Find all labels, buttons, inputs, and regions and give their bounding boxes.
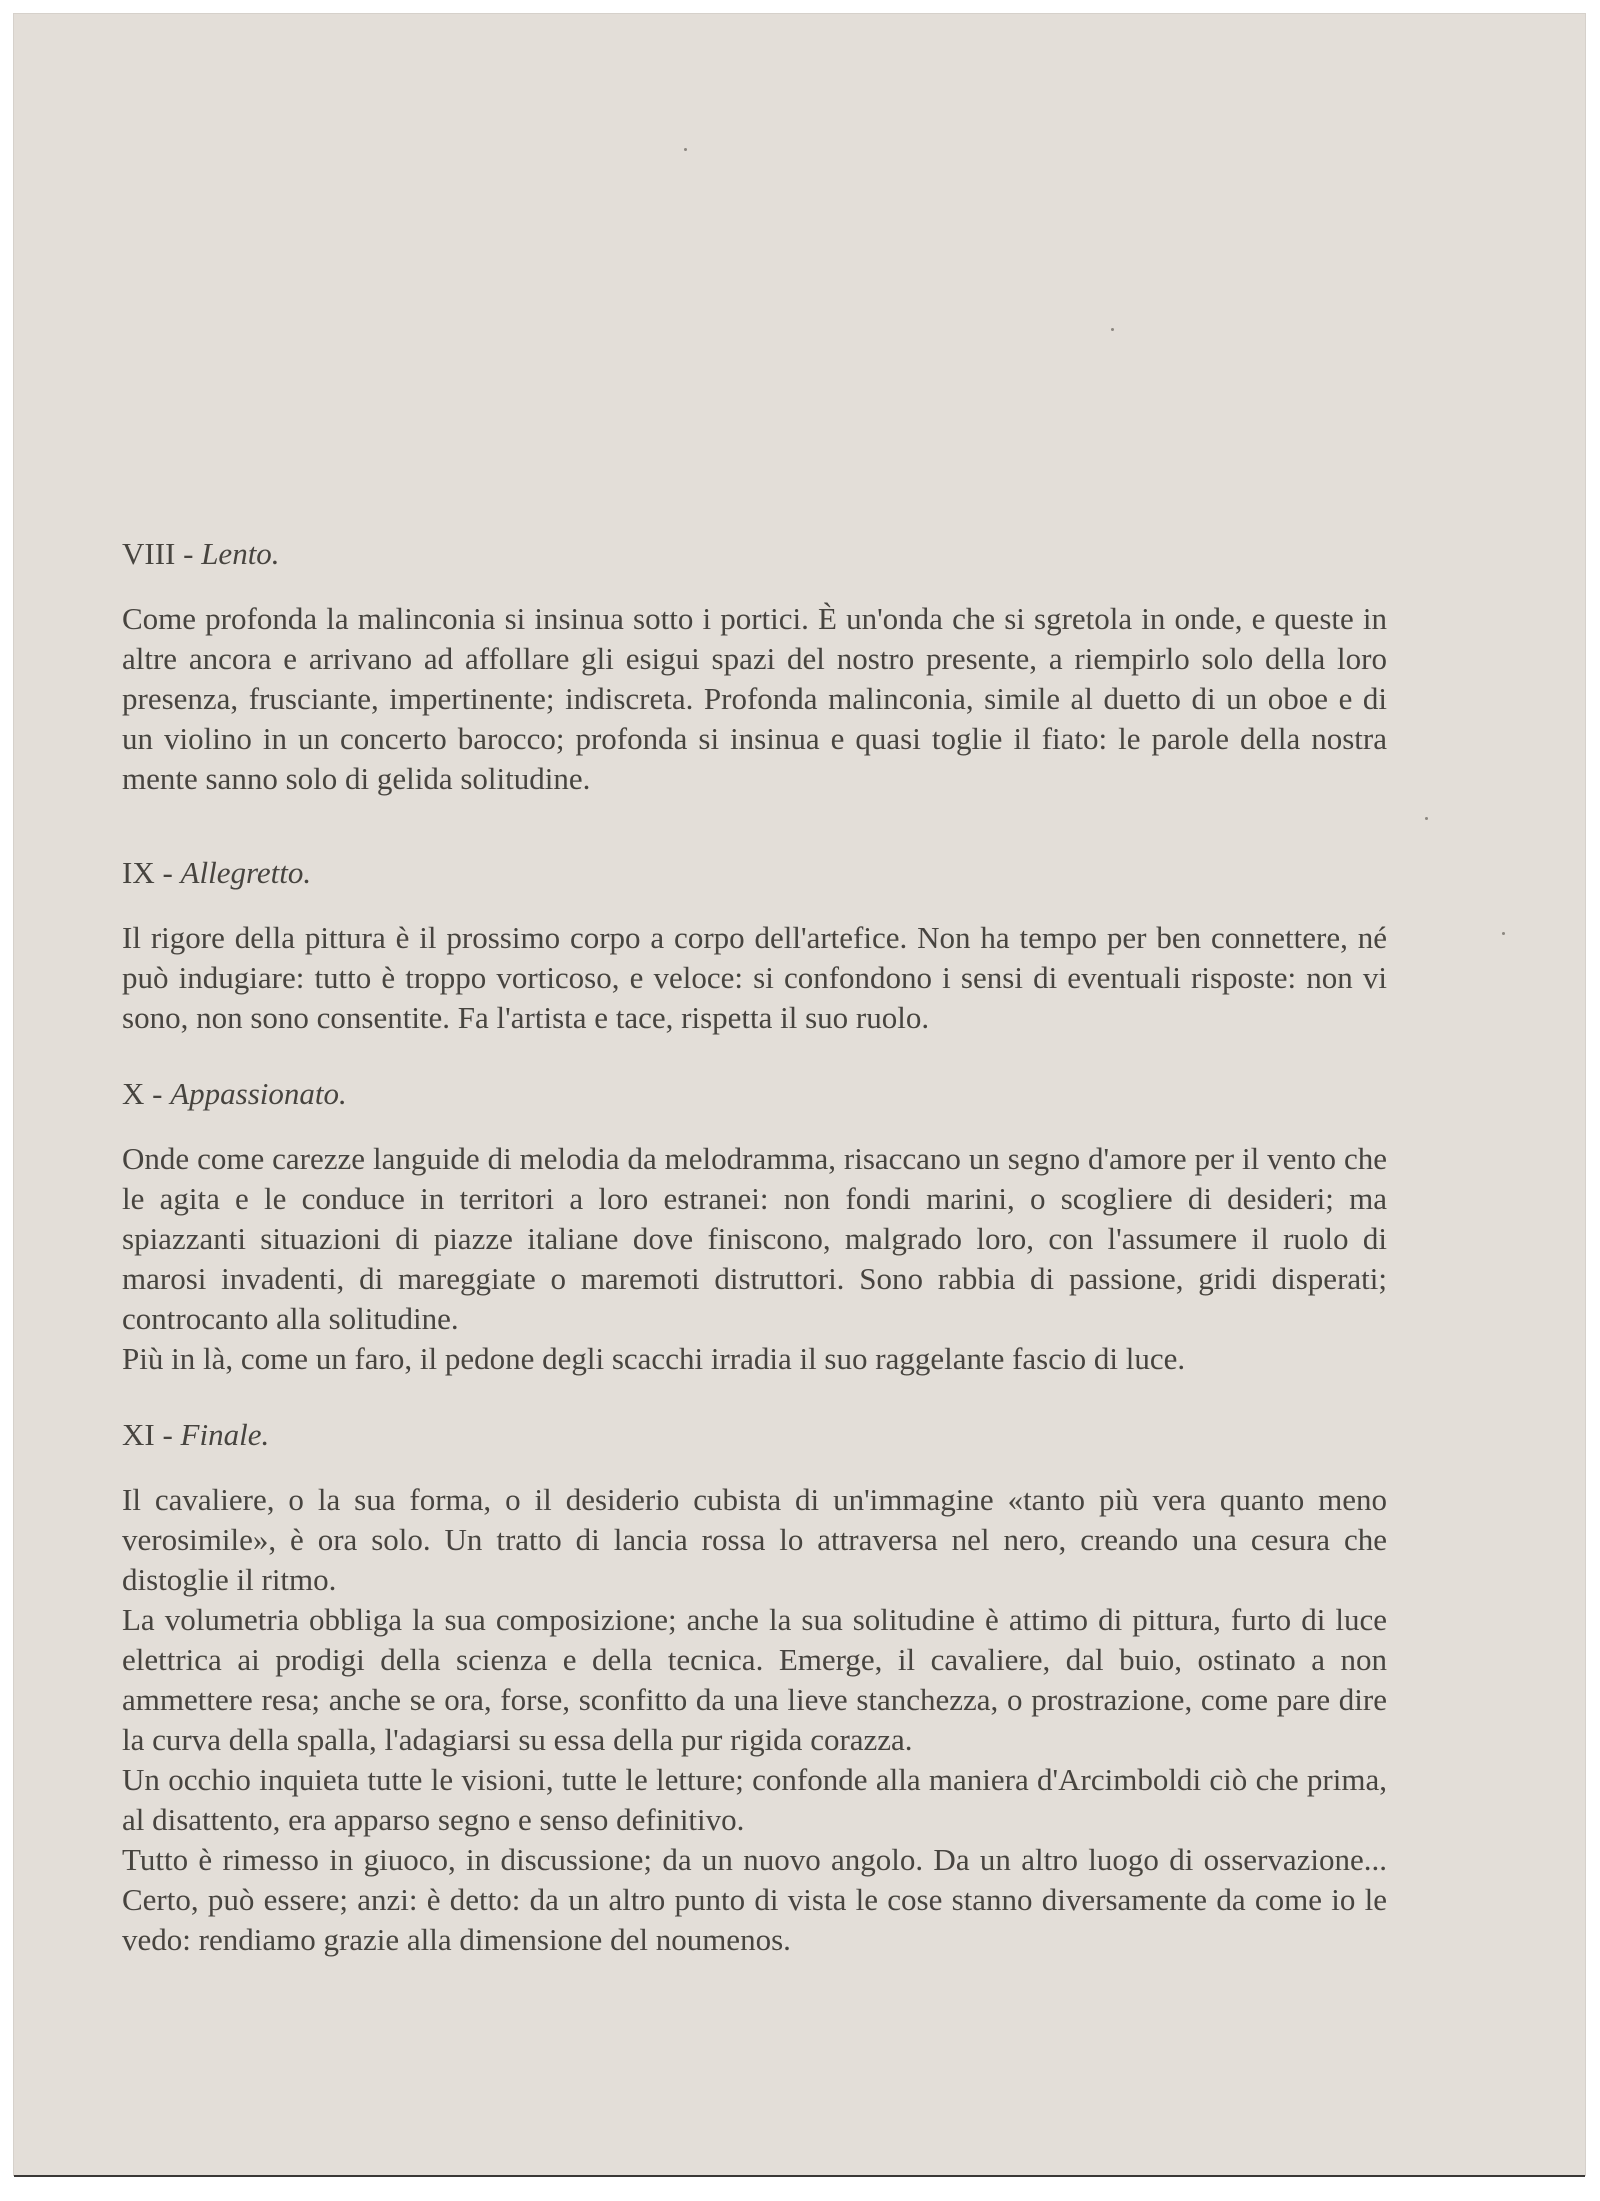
section-tempo: Allegretto. [180, 855, 312, 890]
page-bottom-edge [14, 2175, 1585, 2177]
section-tempo: Lento. [201, 536, 280, 571]
paper-speck [684, 148, 687, 151]
section-paragraph: Il cavaliere, o la sua forma, o il desiderio cubista di un'immagine «tanto più vera quanto meno verosimile», è ora solo. Un tratto di lancia rossa lo attraversa nel nero, creando una cesura che distoglie il ritmo. [122, 1482, 1387, 1597]
section-paragraph: Come profonda la malinconia si insinua sotto i portici. È un'onda che si sgretola in onde, e queste in altre ancora e arrivano ad affollare gli esigui spazi del nostro presente, a riempirlo solo della loro presenza, frusciante, impertinente; indiscreta. Profonda malinconia, simile al duetto di un oboe e di un violino in un concerto barocco; profonda si insinua e quasi toglie il fiato: le parole della nostra mente sanno solo di gelida solitudine. [122, 601, 1387, 796]
section-ix [122, 853, 1387, 1038]
section-numeral: IX [122, 855, 155, 890]
document-body [122, 534, 1387, 1996]
paper-speck [1111, 328, 1114, 331]
section-paragraph: La volumetria obbliga la sua composizione; anche la sua solitudine è attimo di pittura, furto di luce elettrica ai prodigi della scienza e della tecnica. Emerge, il cavaliere, dal buio, ostinato a non ammettere resa; anche se ora, forse, sconfitto da una lieve stanchezza, o prostrazione, come pare dire la curva della spalla, l'adagiarsi su essa della pur rigida corazza. [122, 1602, 1387, 1757]
heading-separator: - [144, 1076, 171, 1111]
paper-speck [1425, 817, 1428, 820]
section-paragraph: Più in là, come un faro, il pedone degli scacchi irradia il suo raggelante fascio di luce. [122, 1341, 1186, 1376]
section-numeral: XI [122, 1417, 155, 1452]
section-paragraph: Un occhio inquieta tutte le visioni, tutte le letture; confonde alla maniera d'Arcimboldi ciò che prima, al disattento, era apparso segno e senso definitivo. [122, 1762, 1387, 1837]
section-viii [122, 534, 1387, 799]
section-heading [122, 1074, 1387, 1114]
section-numeral: X [122, 1076, 145, 1111]
section-tempo: Finale. [180, 1417, 270, 1452]
section-x [122, 1074, 1387, 1379]
heading-separator: - [175, 536, 202, 571]
paper-speck [1502, 932, 1505, 935]
section-paragraph: Onde come carezze languide di melodia da melodramma, risaccano un segno d'amore per il vento che le agita e le conduce in territori a loro estranei: non fondi marini, o scogliere di desideri; ma spiazzanti situazioni di piazze italiane dove finiscono, malgrado loro, con l'assumere il ruolo di marosi invadenti, di mareggiate o maremoti distruttori. Sono rabbia di passione, gridi disperati; controcanto alla solitudine. [122, 1141, 1387, 1336]
section-paragraph: Tutto è rimesso in giuoco, in discussione; da un nuovo angolo. Da un altro luogo di osservazione... Certo, può essere; anzi: è detto: da un altro punto di vista le cose stanno diversamente da come io le vedo: rendiamo grazie alla dimensione del noumenos. [122, 1842, 1387, 1957]
heading-separator: - [154, 855, 181, 890]
section-heading [122, 853, 1387, 893]
section-paragraph: Il rigore della pittura è il prossimo corpo a corpo dell'artefice. Non ha tempo per ben connettere, né può indugiare: tutto è troppo vorticoso, e veloce: si confondono i sensi di eventuali risposte: non vi sono, non sono consentite. Fa l'artista e tace, rispetta il suo ruolo. [122, 920, 1387, 1035]
section-xi [122, 1415, 1387, 1960]
section-heading [122, 534, 1387, 574]
heading-separator: - [154, 1417, 181, 1452]
section-numeral: VIII [122, 536, 176, 571]
section-tempo: Appassionato. [170, 1076, 347, 1111]
section-heading [122, 1415, 1387, 1455]
